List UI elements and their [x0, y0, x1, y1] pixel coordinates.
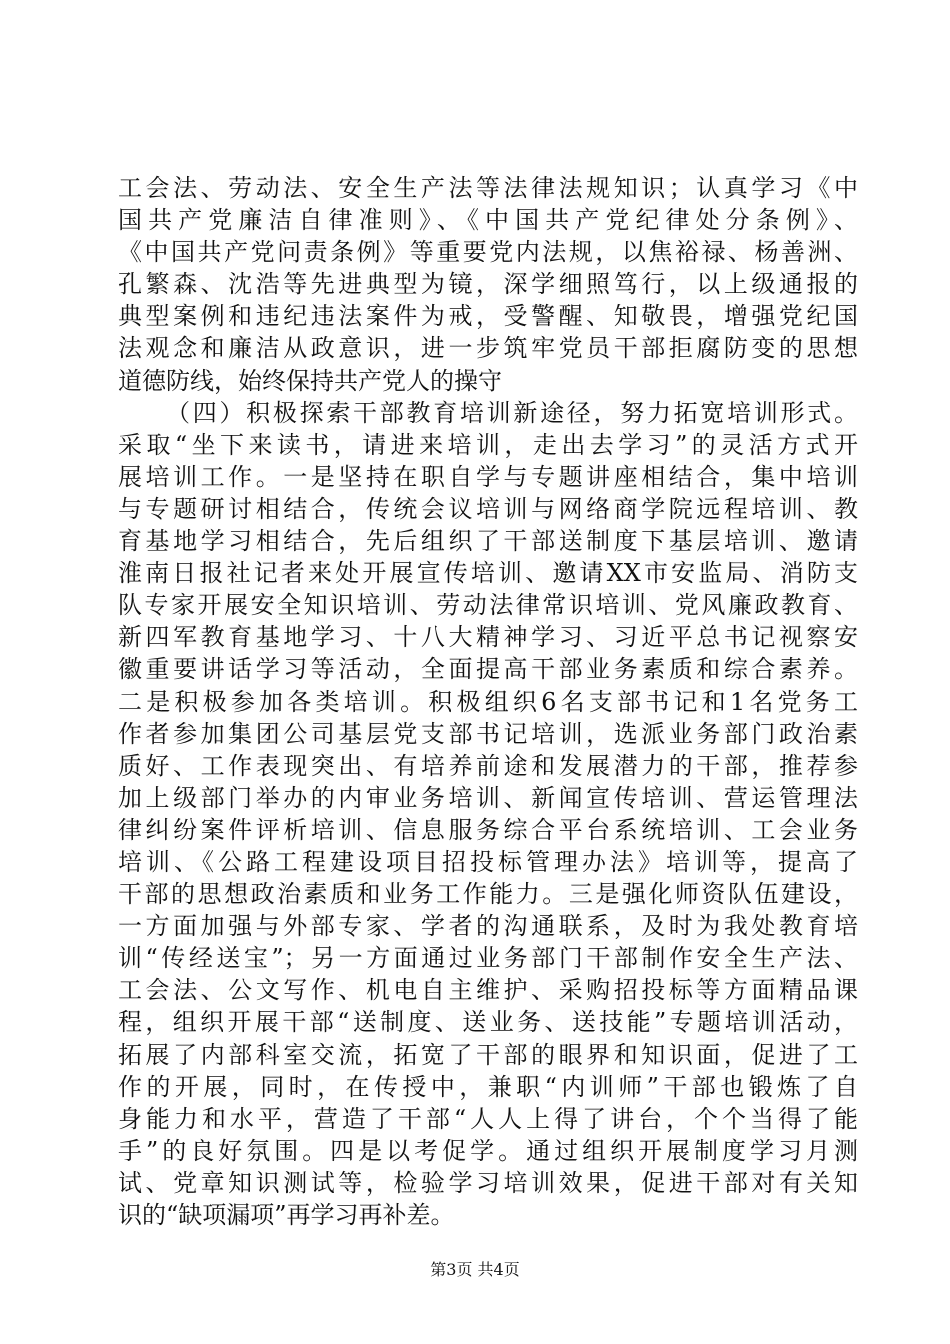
text-line: 拓展了内部科室交流，拓宽了干部的眼界和知识面，促进了工 [118, 1040, 858, 1069]
text-line: 程，组织开展干部“送制度、送业务、送技能”专题培训活动， [118, 1008, 858, 1037]
text-line: 干部的思想政治素质和业务工作能力。三是强化师资队伍建设， [118, 880, 858, 909]
text-line: 国共产党廉洁自律准则》、《中国共产党纪律处分条例》、 [118, 206, 858, 235]
text-line: 二是积极参加各类培训。积极组织6名支部书记和1名党务工 [118, 687, 858, 716]
text-line: 新四军教育基地学习、十八大精神学习、习近平总书记视察安 [118, 623, 858, 652]
text-line: 展培训工作。一是坚持在职自学与专题讲座相结合，集中培训 [118, 462, 858, 491]
text-line: 徽重要讲话学习等活动，全面提高干部业务素质和综合素养。 [118, 655, 858, 684]
text-line: 典型案例和违纪违法案件为戒，受警醒、知敬畏，增强党纪国 [118, 302, 858, 331]
text-line: 识的“缺项漏项”再学习再补差。 [118, 1201, 455, 1229]
text-line: 队专家开展安全知识培训、劳动法律常识培训、党风廉政教育、 [118, 591, 858, 620]
text-line: 育基地学习相结合，先后组织了干部送制度下基层培训、邀请 [118, 527, 858, 556]
text-line: 工会法、公文写作、机电自主维护、采购招投标等方面精品课 [118, 976, 858, 1005]
text-line: 孔繁森、沈浩等先进典型为镜，深学细照笃行，以上级通报的 [118, 270, 858, 299]
text-line: 作者参加集团公司基层党支部书记培训，选派业务部门政治素 [118, 719, 858, 748]
section-heading-line: （四）积极探索干部教育培训新途径，努力拓宽培训形式。 [166, 398, 858, 427]
text-line: 质好、工作表现突出、有培养前途和发展潜力的干部，推荐参 [118, 751, 858, 780]
text-line: 工会法、劳动法、安全生产法等法律法规知识；认真学习《中 [118, 174, 858, 202]
text-line: 律纠纷案件评析培训、信息服务综合平台系统培训、工会业务 [118, 815, 858, 844]
text-line: 一方面加强与外部专家、学者的沟通联系，及时为我处教育培 [118, 912, 858, 941]
text-line: 采取“坐下来读书，请进来培训，走出去学习”的灵活方式开 [118, 430, 858, 459]
text-line: 加上级部门举办的内审业务培训、新闻宣传培训、营运管理法 [118, 783, 858, 812]
text-line: 与专题研讨相结合，传统会议培训与网络商学院远程培训、教 [118, 494, 858, 523]
document-body [118, 172, 858, 1231]
text-line: 道德防线，始终保持共产党人的操守 [118, 366, 502, 395]
text-line: 身能力和水平，营造了干部“人人上得了讲台，个个当得了能 [118, 1104, 858, 1133]
page-number-footer: 第3页 共4页 [430, 1260, 520, 1279]
text-line: 培训、《公路工程建设项目招投标管理办法》培训等，提高了 [118, 847, 858, 876]
text-line: 《中国共产党问责条例》等重要党内法规，以焦裕禄、杨善洲、 [118, 238, 858, 267]
text-line: 淮南日报社记者来处开展宣传培训、邀请XX市安监局、消防支 [118, 559, 858, 588]
text-line: 手”的良好氛围。四是以考促学。通过组织开展制度学习月测 [118, 1136, 858, 1165]
text-line: 训“传经送宝”；另一方面通过业务部门干部制作安全生产法、 [118, 944, 858, 973]
text-line: 法观念和廉洁从政意识，进一步筑牢党员干部拒腐防变的思想 [118, 334, 858, 363]
text-line: 作的开展，同时，在传授中，兼职“内训师”干部也锻炼了自 [118, 1072, 858, 1101]
text-line: 试、党章知识测试等，检验学习培训效果，促进干部对有关知 [118, 1168, 858, 1197]
